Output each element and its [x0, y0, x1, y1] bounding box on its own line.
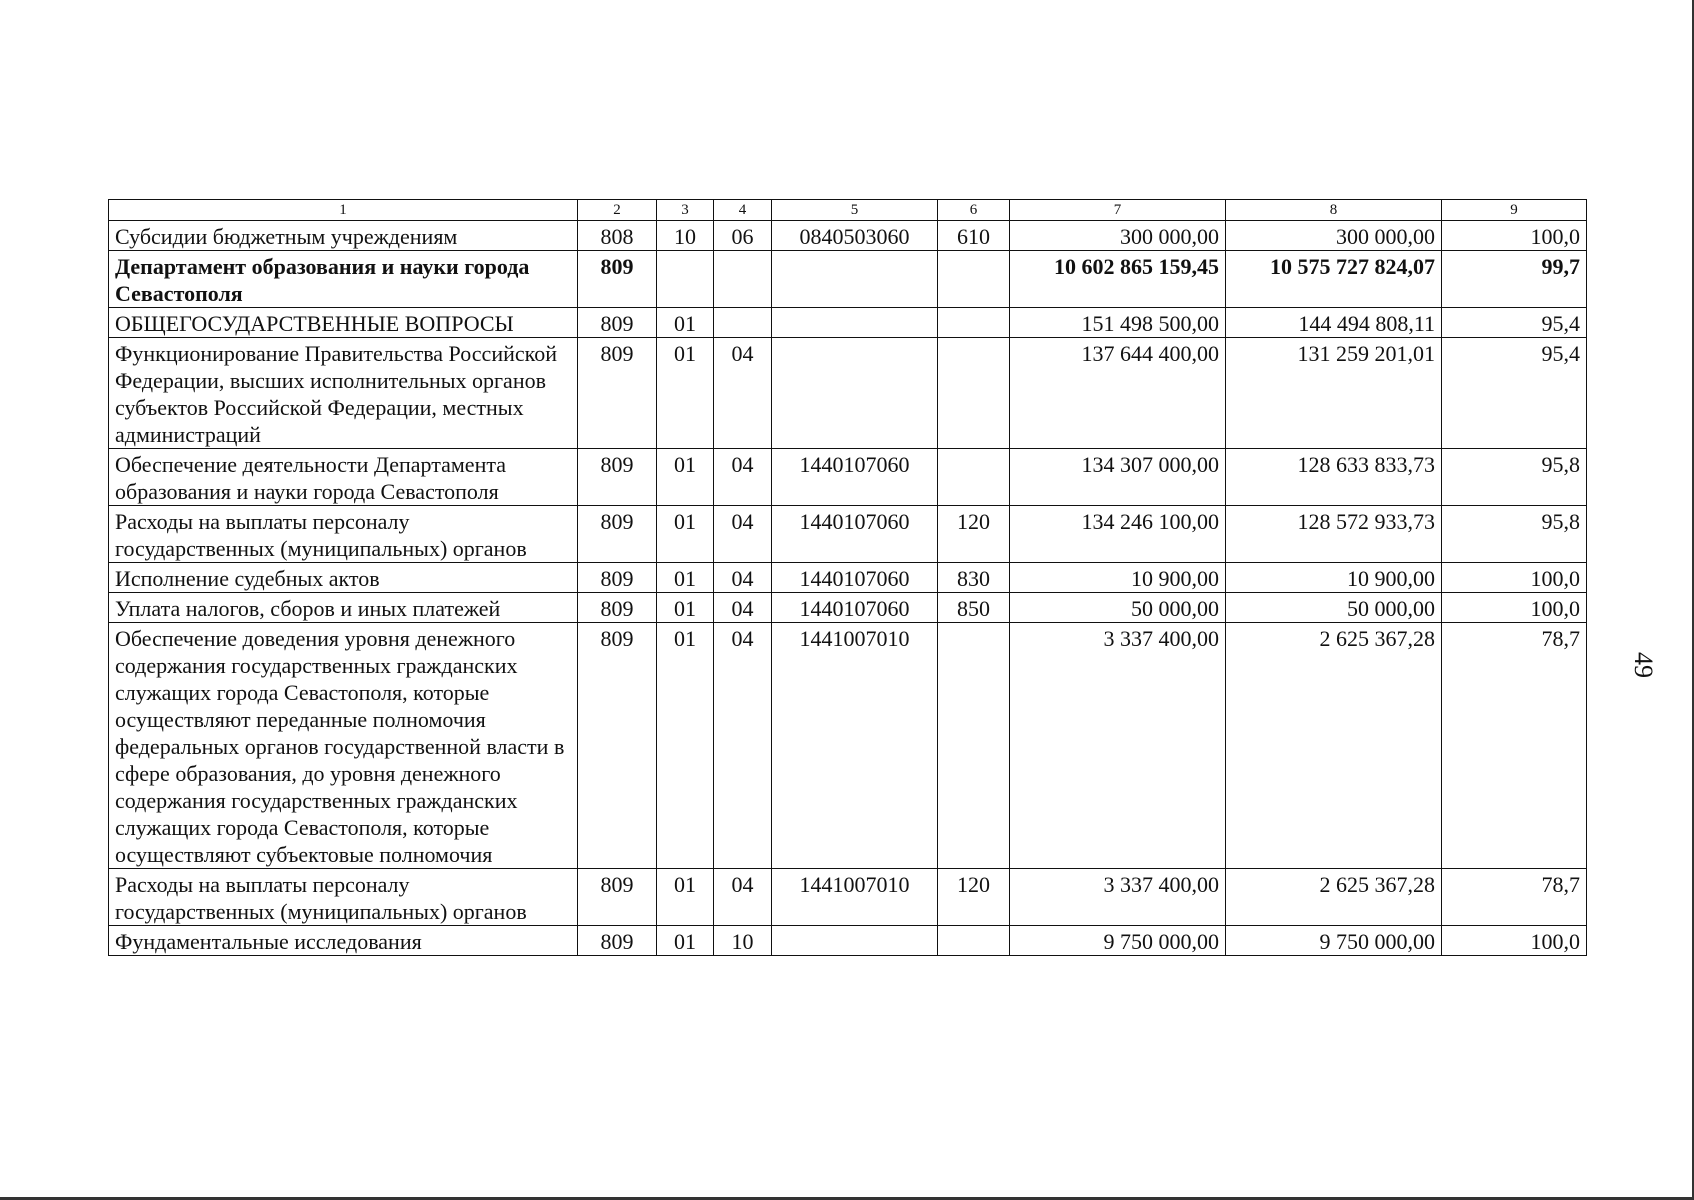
row-name: Исполнение судебных актов: [109, 563, 578, 593]
row-percent: 78,7: [1442, 623, 1587, 869]
row-code-csr: 1440107060: [772, 506, 938, 563]
table-row: [109, 308, 1587, 338]
row-code-pr: [714, 251, 772, 308]
row-code-gr: 809: [578, 623, 657, 869]
column-header: 1: [109, 200, 578, 221]
row-code-csr: 1441007010: [772, 623, 938, 869]
row-code-vr: [938, 623, 1010, 869]
page-number: 49: [1629, 652, 1658, 678]
row-code-gr: 809: [578, 449, 657, 506]
row-plan-amount: 50 000,00: [1010, 593, 1226, 623]
column-header: 4: [714, 200, 772, 221]
row-code-csr: [772, 338, 938, 449]
row-code-pr: 04: [714, 563, 772, 593]
row-code-rz: 01: [657, 926, 714, 956]
row-code-csr: 0840503060: [772, 221, 938, 251]
row-actual-amount: 128 633 833,73: [1226, 449, 1442, 506]
row-code-rz: 01: [657, 338, 714, 449]
table-row: [109, 563, 1587, 593]
row-plan-amount: 9 750 000,00: [1010, 926, 1226, 956]
row-code-csr: 1440107060: [772, 593, 938, 623]
table-row: [109, 251, 1587, 308]
row-name: Функционирование Правительства Российской Федерации, высших исполнительных органов субъектов Российской Федерации, местных администраций: [109, 338, 578, 449]
row-percent: 100,0: [1442, 221, 1587, 251]
row-code-rz: [657, 251, 714, 308]
row-percent: 95,4: [1442, 338, 1587, 449]
row-name: ОБЩЕГОСУДАРСТВЕННЫЕ ВОПРОСЫ: [109, 308, 578, 338]
row-plan-amount: 134 246 100,00: [1010, 506, 1226, 563]
row-code-pr: 04: [714, 449, 772, 506]
row-code-vr: 610: [938, 221, 1010, 251]
row-code-vr: [938, 449, 1010, 506]
row-code-pr: 04: [714, 869, 772, 926]
row-plan-amount: 300 000,00: [1010, 221, 1226, 251]
row-code-csr: [772, 926, 938, 956]
row-name: Обеспечение доведения уровня денежного содержания государственных гражданских служащих города Севастополя, которые осуществляют переданные полномочия федеральных органов государственной власти в сфере образования, до уровня денежного содержания государственных гражданских служащих города Севастополя, которые осуществляют субъектовые полномочия: [109, 623, 578, 869]
row-actual-amount: 2 625 367,28: [1226, 623, 1442, 869]
row-code-pr: [714, 308, 772, 338]
table-row: [109, 926, 1587, 956]
row-name: Обеспечение деятельности Департамента образования и науки города Севастополя: [109, 449, 578, 506]
row-code-gr: 809: [578, 869, 657, 926]
row-plan-amount: 3 337 400,00: [1010, 623, 1226, 869]
table-row: [109, 593, 1587, 623]
row-code-rz: 10: [657, 221, 714, 251]
row-code-gr: 809: [578, 563, 657, 593]
row-actual-amount: 144 494 808,11: [1226, 308, 1442, 338]
column-header: 2: [578, 200, 657, 221]
row-plan-amount: 3 337 400,00: [1010, 869, 1226, 926]
row-code-csr: 1440107060: [772, 449, 938, 506]
row-percent: 95,8: [1442, 506, 1587, 563]
row-code-vr: 120: [938, 506, 1010, 563]
column-header: 3: [657, 200, 714, 221]
row-code-vr: [938, 338, 1010, 449]
row-plan-amount: 151 498 500,00: [1010, 308, 1226, 338]
row-code-pr: 10: [714, 926, 772, 956]
row-code-rz: 01: [657, 506, 714, 563]
table-row: [109, 869, 1587, 926]
row-percent: 100,0: [1442, 563, 1587, 593]
row-plan-amount: 137 644 400,00: [1010, 338, 1226, 449]
row-code-vr: 850: [938, 593, 1010, 623]
row-code-gr: 809: [578, 926, 657, 956]
row-actual-amount: 10 575 727 824,07: [1226, 251, 1442, 308]
row-actual-amount: 2 625 367,28: [1226, 869, 1442, 926]
column-header: 8: [1226, 200, 1442, 221]
row-code-csr: 1440107060: [772, 563, 938, 593]
row-code-rz: 01: [657, 308, 714, 338]
table-header-row: [109, 200, 1587, 221]
row-percent: 100,0: [1442, 593, 1587, 623]
row-name: Расходы на выплаты персоналу государственных (муниципальных) органов: [109, 506, 578, 563]
budget-table: [108, 199, 1587, 956]
row-actual-amount: 9 750 000,00: [1226, 926, 1442, 956]
row-percent: 95,8: [1442, 449, 1587, 506]
row-code-rz: 01: [657, 563, 714, 593]
row-name: Субсидии бюджетным учреждениям: [109, 221, 578, 251]
column-header: 6: [938, 200, 1010, 221]
row-plan-amount: 10 602 865 159,45: [1010, 251, 1226, 308]
row-code-gr: 808: [578, 221, 657, 251]
row-name: Расходы на выплаты персоналу государственных (муниципальных) органов: [109, 869, 578, 926]
column-header: 7: [1010, 200, 1226, 221]
table-row: [109, 449, 1587, 506]
row-code-rz: 01: [657, 593, 714, 623]
row-code-gr: 809: [578, 251, 657, 308]
row-code-rz: 01: [657, 449, 714, 506]
row-code-csr: 1441007010: [772, 869, 938, 926]
column-header: 5: [772, 200, 938, 221]
row-plan-amount: 10 900,00: [1010, 563, 1226, 593]
row-code-pr: 04: [714, 593, 772, 623]
row-code-pr: 04: [714, 623, 772, 869]
row-percent: 99,7: [1442, 251, 1587, 308]
row-code-vr: 830: [938, 563, 1010, 593]
table-row: [109, 623, 1587, 869]
row-percent: 78,7: [1442, 869, 1587, 926]
row-code-pr: 04: [714, 338, 772, 449]
row-code-gr: 809: [578, 308, 657, 338]
row-plan-amount: 134 307 000,00: [1010, 449, 1226, 506]
row-percent: 100,0: [1442, 926, 1587, 956]
row-code-csr: [772, 251, 938, 308]
table-row: [109, 338, 1587, 449]
row-code-gr: 809: [578, 593, 657, 623]
row-code-gr: 809: [578, 338, 657, 449]
row-actual-amount: 128 572 933,73: [1226, 506, 1442, 563]
row-name: Уплата налогов, сборов и иных платежей: [109, 593, 578, 623]
row-code-vr: 120: [938, 869, 1010, 926]
row-actual-amount: 10 900,00: [1226, 563, 1442, 593]
row-actual-amount: 50 000,00: [1226, 593, 1442, 623]
row-code-rz: 01: [657, 623, 714, 869]
row-code-vr: [938, 308, 1010, 338]
table-row: [109, 506, 1587, 563]
row-actual-amount: 300 000,00: [1226, 221, 1442, 251]
row-name: Фундаментальные исследования: [109, 926, 578, 956]
row-code-vr: [938, 251, 1010, 308]
row-code-rz: 01: [657, 869, 714, 926]
row-code-pr: 04: [714, 506, 772, 563]
row-code-gr: 809: [578, 506, 657, 563]
row-percent: 95,4: [1442, 308, 1587, 338]
row-code-vr: [938, 926, 1010, 956]
row-name: Департамент образования и науки города Севастополя: [109, 251, 578, 308]
row-actual-amount: 131 259 201,01: [1226, 338, 1442, 449]
column-header: 9: [1442, 200, 1587, 221]
row-code-csr: [772, 308, 938, 338]
table-row: [109, 221, 1587, 251]
row-code-pr: 06: [714, 221, 772, 251]
